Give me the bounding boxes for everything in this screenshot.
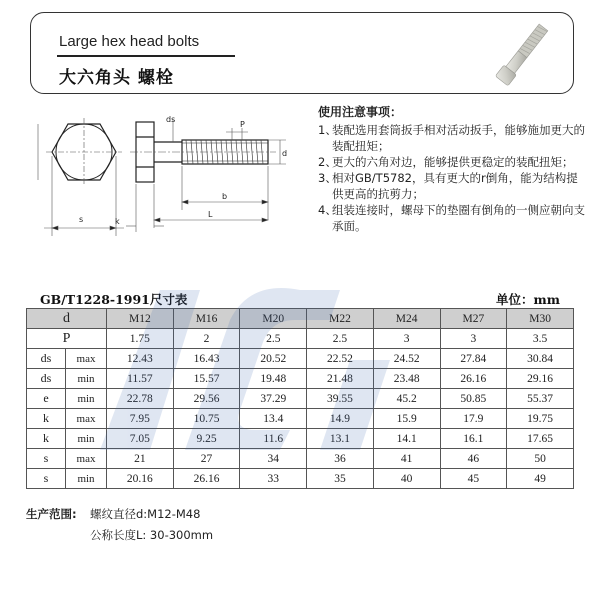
note-text: 更大的六角对边，能够提供更稳定的装配扭矩； [332,155,574,169]
value-cell: 11.57 [107,369,174,389]
note-text: 组装连接时，螺母下的垫圈有倒角的一侧应朝向支承面。 [332,203,585,233]
value-cell: 37.29 [240,389,307,409]
table-header-bar [26,290,574,308]
table-row [27,469,574,489]
value-cell: 17.9 [440,409,507,429]
table-row [27,409,574,429]
length-range: 公称长度L: 30-300mm [90,528,214,542]
limit-cell: max [66,349,107,369]
value-cell: 35 [307,469,374,489]
symbol-cell: e [27,389,66,409]
pitch-cell: 2.5 [240,329,307,349]
note-text: 相对GB/T5782，具有更大的r倒角，能为结构提供更高的抗剪力； [332,171,578,201]
note-number: 2、 [318,155,337,169]
value-cell: 20.52 [240,349,307,369]
size-cell: M27 [440,309,507,329]
value-cell: 29.16 [507,369,574,389]
value-cell: 50.85 [440,389,507,409]
note-item [318,154,588,170]
note-text: 装配选用套筒扳手相对活动扳手，能够施加更大的装配扭矩； [332,123,585,153]
table-row-d [27,309,574,329]
limit-cell: max [66,409,107,429]
value-cell: 55.37 [507,389,574,409]
bolt-photo [483,15,563,89]
value-cell: 21 [107,449,174,469]
footer-line-2 [26,525,213,546]
value-cell: 41 [373,449,440,469]
symbol-cell: s [27,449,66,469]
limit-cell: min [66,369,107,389]
title-chinese: 大六角头 螺栓 [59,68,174,88]
label-L: L [208,210,213,219]
dimension-table [26,308,574,489]
value-cell: 40 [373,469,440,489]
thread-diameter-range: 螺纹直径d:M12-M48 [90,507,201,521]
pitch-cell: 2.5 [307,329,374,349]
value-cell: 20.16 [107,469,174,489]
table-row [27,349,574,369]
size-cell: M20 [240,309,307,329]
value-cell: 14.1 [373,429,440,449]
notes-title: 使用注意事项： [318,105,403,119]
value-cell: 27.84 [440,349,507,369]
value-cell: 9.25 [173,429,240,449]
size-cell: M22 [307,309,374,329]
value-cell: 21.48 [307,369,374,389]
pitch-cell: 1.75 [107,329,174,349]
value-cell: 7.95 [107,409,174,429]
note-item [318,202,588,234]
value-cell: 50 [507,449,574,469]
table-unit: 单位：mm [496,292,560,307]
value-cell: 12.43 [107,349,174,369]
label-s: s [79,215,84,224]
symbol-cell: k [27,429,66,449]
label-k: k [115,217,120,226]
value-cell: 22.52 [307,349,374,369]
limit-cell: max [66,449,107,469]
symbol-cell: k [27,409,66,429]
value-cell: 29.56 [173,389,240,409]
value-cell: 19.48 [240,369,307,389]
value-cell: 30.84 [507,349,574,369]
title-english: Large hex head bolts [59,33,200,50]
value-cell: 27 [173,449,240,469]
value-cell: 26.16 [173,469,240,489]
production-range [26,504,213,546]
pitch-cell: 3.5 [507,329,574,349]
note-number: 4、 [318,203,337,217]
value-cell: 23.48 [373,369,440,389]
header-cell-d: d [27,309,107,329]
size-cell: M24 [373,309,440,329]
value-cell: 45.2 [373,389,440,409]
value-cell: 36 [307,449,374,469]
symbol-cell: s [27,469,66,489]
footer-label: 生产范围: [26,507,77,521]
pitch-cell: 3 [440,329,507,349]
value-cell: 45 [440,469,507,489]
size-cell: M16 [173,309,240,329]
table-row [27,389,574,409]
value-cell: 24.52 [373,349,440,369]
symbol-cell: ds [27,349,66,369]
value-cell: 13.1 [307,429,374,449]
value-cell: 17.65 [507,429,574,449]
symbol-cell: ds [27,369,66,389]
table-row [27,429,574,449]
header-cell-p: P [27,329,107,349]
size-cell: M30 [507,309,574,329]
note-number: 1、 [318,123,337,137]
value-cell: 34 [240,449,307,469]
value-cell: 22.78 [107,389,174,409]
value-cell: 13.4 [240,409,307,429]
table-title: GB/T1228-1991尺寸表 [40,292,188,307]
value-cell: 26.16 [440,369,507,389]
note-item [318,122,588,154]
value-cell: 11.6 [240,429,307,449]
header-card [30,12,574,94]
value-cell: 19.75 [507,409,574,429]
table-row [27,449,574,469]
value-cell: 14.9 [307,409,374,429]
pitch-cell: 2 [173,329,240,349]
note-item [318,170,588,202]
value-cell: 15.57 [173,369,240,389]
value-cell: 39.55 [307,389,374,409]
title-underline [57,55,235,57]
value-cell: 10.75 [173,409,240,429]
usage-notes [318,104,588,234]
bolt-drawing [30,110,310,250]
label-b: b [222,192,228,201]
value-cell: 46 [440,449,507,469]
value-cell: 7.05 [107,429,174,449]
value-cell: 33 [240,469,307,489]
value-cell: 16.1 [440,429,507,449]
footer-line-1 [26,504,213,525]
label-P: P [240,120,245,129]
note-number: 3、 [318,171,337,185]
limit-cell: min [66,469,107,489]
size-cell: M12 [107,309,174,329]
label-ds: ds [166,115,176,124]
limit-cell: min [66,429,107,449]
value-cell: 16.43 [173,349,240,369]
value-cell: 49 [507,469,574,489]
limit-cell: min [66,389,107,409]
value-cell: 15.9 [373,409,440,429]
pitch-cell: 3 [373,329,440,349]
label-d: d [282,149,288,158]
table-row-p [27,329,574,349]
table-row [27,369,574,389]
